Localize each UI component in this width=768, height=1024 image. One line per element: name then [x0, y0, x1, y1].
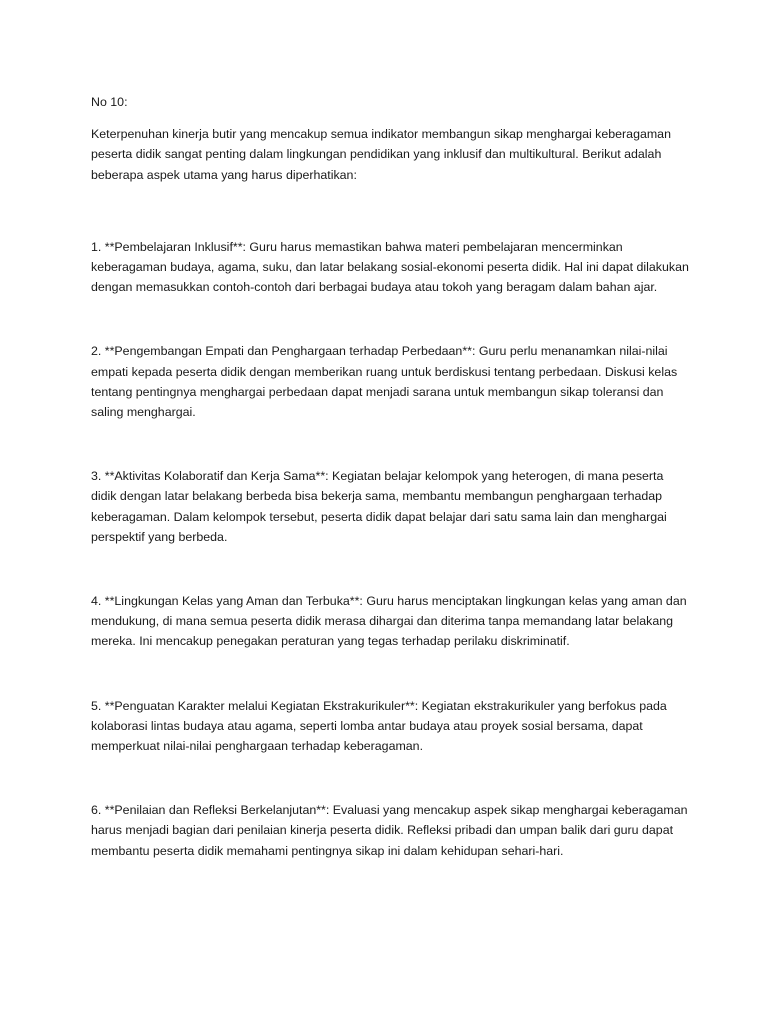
- list-item: [91, 466, 691, 547]
- list-item-text: 2. **Pengembangan Empati dan Penghargaan terhadap Perbedaan**: Guru perlu menanamkan nilai-nilai empati kepada peserta didik dengan memberikan ruang untuk berdiskusi tentang perbedaan. Diskusi kelas tentang pentingnya menghargai perbedaan dapat menjadi sarana untuk membangun sikap toleransi dan saling menghargai.: [91, 344, 678, 420]
- document-heading: No 10:: [91, 95, 128, 109]
- list-item: [91, 341, 691, 422]
- list-item: [91, 591, 691, 652]
- list-item: [91, 800, 691, 861]
- list-item-text: 3. **Aktivitas Kolaboratif dan Kerja Sama**: Kegiatan belajar kelompok yang heterogen, di mana peserta didik dengan latar belakang berbeda bisa bekerja sama, membantu membangun penghargaan terhadap keberagaman. Dalam kelompok tersebut, peserta didik dapat belajar dari satu sama lain dan menghargai perspektif yang berbeda.: [91, 469, 667, 544]
- document-page: [91, 92, 691, 905]
- list-item: [91, 696, 691, 757]
- list-item-text: 5. **Penguatan Karakter melalui Kegiatan Ekstrakurikuler**: Kegiatan ekstrakurikuler yang berfokus pada kolaborasi lintas budaya atau agama, seperti lomba antar budaya atau proyek sosial bersama, dapat memperkuat nilai-nilai penghargaan terhadap keberagaman.: [91, 698, 667, 754]
- list-item-text: 6. **Penilaian dan Refleksi Berkelanjutan**: Evaluasi yang mencakup aspek sikap menghargai keberagaman harus menjadi bagian dari penilaian kinerja peserta didik. Refleksi pribadi dan umpan balik dari guru dapat membantu peserta didik memahami pentingnya sikap ini dalam kehidupan sehari-hari.: [91, 803, 688, 858]
- intro-paragraph: Keterpenuhan kinerja butir yang mencakup semua indikator membangun sikap menghargai keberagaman peserta didik sangat penting dalam lingkungan pendidikan yang inklusif dan multikultural. Berikut adalah beberapa aspek utama yang harus diperhatikan:: [91, 127, 671, 182]
- list-item-text: 1. **Pembelajaran Inklusif**: Guru harus memastikan bahwa materi pembelajaran mencerminkan keberagaman budaya, agama, suku, dan latar belakang sosial-ekonomi peserta didik. Hal ini dapat dilakukan dengan memasukkan contoh-contoh dari berbagai budaya atau tokoh yang beragam dalam bahan ajar.: [91, 239, 689, 295]
- list-item: [91, 237, 691, 298]
- list-item-text: 4. **Lingkungan Kelas yang Aman dan Terbuka**: Guru harus menciptakan lingkungan kelas yang aman dan mendukung, di mana semua peserta didik merasa dihargai dan diterima tanpa memandang latar belakang mereka. Ini mencakup penegakan peraturan yang tegas terhadap perilaku diskriminatif.: [91, 594, 687, 649]
